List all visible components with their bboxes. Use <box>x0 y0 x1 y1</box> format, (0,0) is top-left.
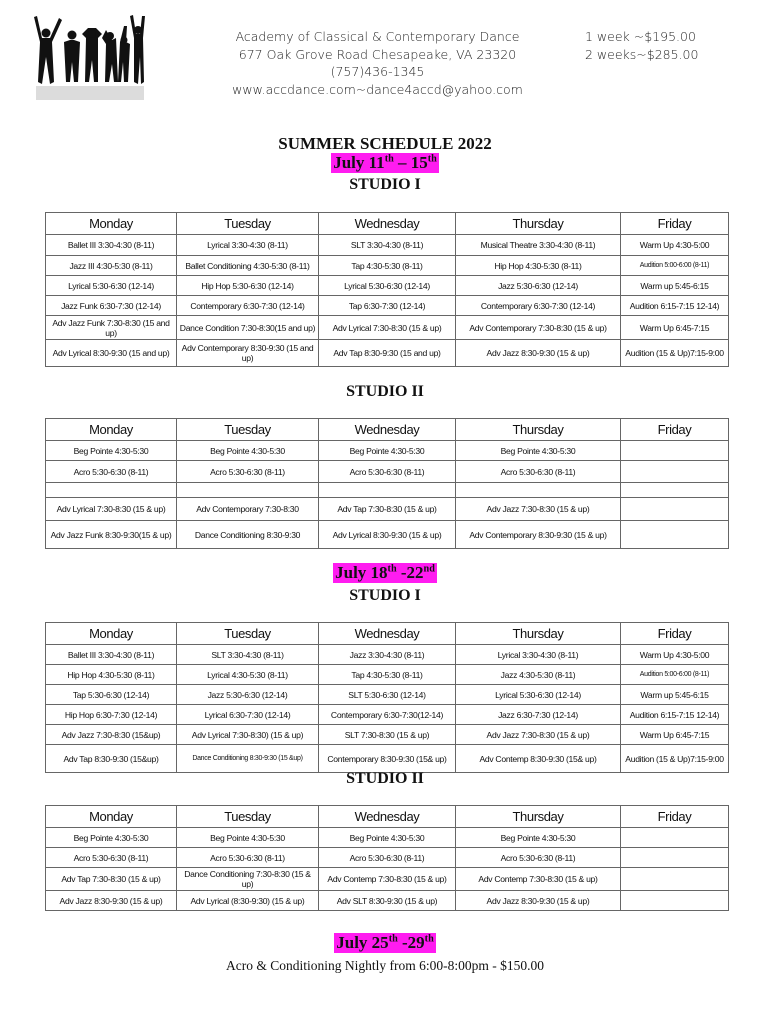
class-cell-thursday: Acro 5:30-6:30 (8-11) <box>456 848 621 868</box>
week-1-studio-1-label: STUDIO I <box>349 176 421 193</box>
class-cell-friday: Warm Up 4:30-5:00 <box>621 645 729 665</box>
class-cell-friday <box>621 483 729 498</box>
class-cell-monday: Adv Tap 7:30-8:30 (15 & up) <box>46 868 177 891</box>
table-row <box>46 483 729 498</box>
class-cell-monday: Jazz III 4:30-5:30 (8-11) <box>46 256 177 276</box>
table-row <box>46 441 729 461</box>
day-header-friday: Friday <box>621 419 729 441</box>
table-row <box>46 891 729 911</box>
table-row <box>46 745 729 773</box>
table-row <box>46 276 729 296</box>
class-cell-friday: Warm Up 6:45-7:15 <box>621 725 729 745</box>
day-header-wednesday: Wednesday <box>319 213 456 235</box>
day-header-monday: Monday <box>46 623 177 645</box>
table-row <box>46 868 729 891</box>
price-two-weeks: 2 weeks~$285.00 <box>585 46 699 62</box>
class-cell-monday: Hip Hop 6:30-7:30 (12-14) <box>46 705 177 725</box>
week-1-dates: July 11th – 15th <box>333 153 437 172</box>
class-cell-friday: Audition (15 & Up)7:15-9:00 <box>621 340 729 367</box>
academy-phone: (757)436-1345 <box>330 64 425 79</box>
class-cell-tuesday: SLT 3:30-4:30 (8-11) <box>177 645 319 665</box>
class-cell-thursday: Jazz 6:30-7:30 (12-14) <box>456 705 621 725</box>
class-cell-wednesday: SLT 3:30-4:30 (8-11) <box>319 235 456 256</box>
day-header-thursday: Thursday <box>456 419 621 441</box>
class-cell-tuesday: Contemporary 6:30-7:30 (12-14) <box>177 296 319 316</box>
table-row <box>46 521 729 549</box>
class-cell-wednesday: Tap 4:30-5:30 (8-11) <box>319 256 456 276</box>
week-2-studio-1-label: STUDIO I <box>349 587 421 604</box>
class-cell-wednesday: Contemporary 6:30-7:30(12-14) <box>319 705 456 725</box>
class-cell-wednesday: Beg Pointe 4:30-5:30 <box>319 828 456 848</box>
class-cell-wednesday: Adv Lyrical 7:30-8:30 (15 & up) <box>319 316 456 340</box>
table-row <box>46 340 729 367</box>
class-cell-friday: Warm Up 4:30-5:00 <box>621 235 729 256</box>
class-cell-wednesday: Adv SLT 8:30-9:30 (15 & up) <box>319 891 456 911</box>
class-cell-tuesday: Adv Contemporary 7:30-8:30 <box>177 498 319 521</box>
class-cell-thursday: Lyrical 5:30-6:30 (12-14) <box>456 685 621 705</box>
class-cell-wednesday: Contemporary 8:30-9:30 (15& up) <box>319 745 456 773</box>
class-cell-friday <box>621 521 729 549</box>
class-cell-monday <box>46 483 177 498</box>
academy-address: 677 Oak Grove Road Chesapeake, VA 23320 <box>238 46 517 62</box>
class-cell-friday: Warm Up 6:45-7:15 <box>621 316 729 340</box>
day-header-monday: Monday <box>46 419 177 441</box>
day-header-thursday: Thursday <box>456 213 621 235</box>
class-cell-monday: Tap 5:30-6:30 (12-14) <box>46 685 177 705</box>
day-header-friday: Friday <box>621 623 729 645</box>
class-cell-monday: Beg Pointe 4:30-5:30 <box>46 441 177 461</box>
class-cell-tuesday: Jazz 5:30-6:30 (12-14) <box>177 685 319 705</box>
class-cell-tuesday: Adv Lyrical 7:30-8:30) (15 & up) <box>177 725 319 745</box>
week-1-studio-2-label: STUDIO II <box>346 383 424 400</box>
class-cell-monday: Adv Jazz Funk 8:30-9:30(15 & up) <box>46 521 177 549</box>
table-header-row <box>46 419 729 441</box>
class-cell-thursday: Adv Jazz 8:30-9:30 (15 & up) <box>456 340 621 367</box>
class-cell-thursday: Beg Pointe 4:30-5:30 <box>456 441 621 461</box>
class-cell-monday: Adv Tap 8:30-9:30 (15&up) <box>46 745 177 773</box>
week-2-dates: July 18th -22nd <box>335 563 435 582</box>
table-row <box>46 296 729 316</box>
week-2-studio-2-table <box>45 805 729 911</box>
class-cell-tuesday: Adv Lyrical (8:30-9:30) (15 & up) <box>177 891 319 911</box>
class-cell-tuesday: Dance Conditioning 7:30-8:30 (15 & up) <box>177 868 319 891</box>
day-header-wednesday: Wednesday <box>319 419 456 441</box>
class-cell-friday <box>621 498 729 521</box>
class-cell-thursday: Beg Pointe 4:30-5:30 <box>456 828 621 848</box>
class-cell-wednesday: Adv Contemp 7:30-8:30 (15 & up) <box>319 868 456 891</box>
table-row <box>46 256 729 276</box>
table-row <box>46 685 729 705</box>
table-header-row <box>46 806 729 828</box>
week-2-studio-1-table <box>45 622 729 773</box>
class-cell-wednesday: SLT 7:30-8:30 (15 & up) <box>319 725 456 745</box>
class-cell-friday <box>621 441 729 461</box>
academy-web-email: www.accdance.com~dance4accd@yahoo.com <box>232 81 523 97</box>
class-cell-tuesday: Lyrical 3:30-4:30 (8-11) <box>177 235 319 256</box>
class-cell-thursday: Jazz 5:30-6:30 (12-14) <box>456 276 621 296</box>
table-row <box>46 235 729 256</box>
class-cell-friday <box>621 848 729 868</box>
class-cell-friday: Audition (15 & Up)7:15-9:00 <box>621 745 729 773</box>
class-cell-thursday: Hip Hop 4:30-5:30 (8-11) <box>456 256 621 276</box>
class-cell-thursday <box>456 483 621 498</box>
class-cell-monday: Hip Hop 4:30-5:30 (8-11) <box>46 665 177 685</box>
class-cell-thursday: Adv Jazz 8:30-9:30 (15 & up) <box>456 891 621 911</box>
academy-info <box>205 28 550 98</box>
day-header-thursday: Thursday <box>456 623 621 645</box>
academy-name: Academy of Classical & Contemporary Dance <box>235 29 520 44</box>
day-header-tuesday: Tuesday <box>177 623 319 645</box>
class-cell-thursday: Adv Contemp 7:30-8:30 (15 & up) <box>456 868 621 891</box>
class-cell-monday: Lyrical 5:30-6:30 (12-14) <box>46 276 177 296</box>
table-row <box>46 665 729 685</box>
class-cell-friday: Warm up 5:45-6:15 <box>621 685 729 705</box>
class-cell-tuesday: Dance Conditioning 8:30-9:30 (15 &up) <box>177 745 319 773</box>
class-cell-wednesday: Acro 5:30-6:30 (8-11) <box>319 461 456 483</box>
class-cell-monday: Acro 5:30-6:30 (8-11) <box>46 848 177 868</box>
table-row <box>46 498 729 521</box>
day-header-monday: Monday <box>46 213 177 235</box>
class-cell-wednesday: Acro 5:30-6:30 (8-11) <box>319 848 456 868</box>
class-cell-thursday: Jazz 4:30-5:30 (8-11) <box>456 665 621 685</box>
class-cell-wednesday: Lyrical 5:30-6:30 (12-14) <box>319 276 456 296</box>
day-header-monday: Monday <box>46 806 177 828</box>
day-header-tuesday: Tuesday <box>177 213 319 235</box>
day-header-wednesday: Wednesday <box>319 623 456 645</box>
class-cell-tuesday: Adv Contemporary 8:30-9:30 (15 and up) <box>177 340 319 367</box>
class-cell-thursday: Adv Jazz 7:30-8:30 (15 & up) <box>456 498 621 521</box>
table-row <box>46 725 729 745</box>
schedule-title: SUMMER SCHEDULE 2022 <box>278 134 492 153</box>
day-header-friday: Friday <box>621 213 729 235</box>
class-cell-wednesday: Tap 6:30-7:30 (12-14) <box>319 296 456 316</box>
week-3-dates: July 25th -29th <box>336 933 434 952</box>
class-cell-friday <box>621 461 729 483</box>
day-header-wednesday: Wednesday <box>319 806 456 828</box>
class-cell-monday: Adv Lyrical 8:30-9:30 (15 and up) <box>46 340 177 367</box>
class-cell-friday: Warm up 5:45-6:15 <box>621 276 729 296</box>
class-cell-tuesday: Dance Condition 7:30-8:30(15 and up) <box>177 316 319 340</box>
table-header-row <box>46 623 729 645</box>
class-cell-monday: Adv Jazz Funk 7:30-8:30 (15 and up) <box>46 316 177 340</box>
class-cell-thursday: Lyrical 3:30-4:30 (8-11) <box>456 645 621 665</box>
class-cell-tuesday <box>177 483 319 498</box>
class-cell-tuesday: Ballet Conditioning 4:30-5:30 (8-11) <box>177 256 319 276</box>
table-row <box>46 848 729 868</box>
class-cell-monday: Acro 5:30-6:30 (8-11) <box>46 461 177 483</box>
class-cell-friday <box>621 828 729 848</box>
class-cell-tuesday: Dance Conditioning 8:30-9:30 <box>177 521 319 549</box>
class-cell-wednesday <box>319 483 456 498</box>
class-cell-wednesday: Tap 4:30-5:30 (8-11) <box>319 665 456 685</box>
class-cell-thursday: Musical Theatre 3:30-4:30 (8-11) <box>456 235 621 256</box>
price-one-week: 1 week ~$195.00 <box>585 29 696 44</box>
dancers-silhouette-logo <box>26 12 146 107</box>
class-cell-friday: Audition 5:00-6:00 (8-11) <box>621 665 729 685</box>
table-row <box>46 645 729 665</box>
day-header-friday: Friday <box>621 806 729 828</box>
class-cell-monday: Jazz Funk 6:30-7:30 (12-14) <box>46 296 177 316</box>
class-cell-thursday: Adv Jazz 7:30-8:30 (15 & up) <box>456 725 621 745</box>
class-cell-thursday: Contemporary 6:30-7:30 (12-14) <box>456 296 621 316</box>
day-header-tuesday: Tuesday <box>177 419 319 441</box>
class-cell-tuesday: Lyrical 6:30-7:30 (12-14) <box>177 705 319 725</box>
class-cell-wednesday: Adv Lyrical 8:30-9:30 (15 & up) <box>319 521 456 549</box>
class-cell-monday: Ballet III 3:30-4:30 (8-11) <box>46 645 177 665</box>
class-cell-friday <box>621 891 729 911</box>
pricing <box>585 28 698 63</box>
day-header-tuesday: Tuesday <box>177 806 319 828</box>
table-row <box>46 461 729 483</box>
class-cell-tuesday: Beg Pointe 4:30-5:30 <box>177 441 319 461</box>
class-cell-thursday: Adv Contemporary 7:30-8:30 (15 & up) <box>456 316 621 340</box>
acro-conditioning-note: Acro & Conditioning Nightly from 6:00-8:00pm - $150.00 <box>226 958 544 973</box>
class-cell-wednesday: Beg Pointe 4:30-5:30 <box>319 441 456 461</box>
class-cell-wednesday: Adv Tap 8:30-9:30 (15 and up) <box>319 340 456 367</box>
table-header-row <box>46 213 729 235</box>
class-cell-tuesday: Acro 5:30-6:30 (8-11) <box>177 461 319 483</box>
class-cell-monday: Ballet III 3:30-4:30 (8-11) <box>46 235 177 256</box>
class-cell-monday: Adv Jazz 7:30-8:30 (15&up) <box>46 725 177 745</box>
week-1-studio-2-table <box>45 418 729 549</box>
class-cell-friday: Audition 5:00-6:00 (8-11) <box>621 256 729 276</box>
week-2-studio-2-label: STUDIO II <box>346 770 424 787</box>
week-1-studio-1-table <box>45 212 729 367</box>
class-cell-friday: Audition 6:15-7:15 12-14) <box>621 296 729 316</box>
class-cell-tuesday: Lyrical 4:30-5:30 (8-11) <box>177 665 319 685</box>
class-cell-monday: Adv Jazz 8:30-9:30 (15 & up) <box>46 891 177 911</box>
class-cell-monday: Beg Pointe 4:30-5:30 <box>46 828 177 848</box>
table-row <box>46 828 729 848</box>
class-cell-friday <box>621 868 729 891</box>
class-cell-wednesday: Jazz 3:30-4:30 (8-11) <box>319 645 456 665</box>
day-header-thursday: Thursday <box>456 806 621 828</box>
class-cell-thursday: Acro 5:30-6:30 (8-11) <box>456 461 621 483</box>
class-cell-thursday: Adv Contemp 8:30-9:30 (15& up) <box>456 745 621 773</box>
class-cell-tuesday: Hip Hop 5:30-6:30 (12-14) <box>177 276 319 296</box>
table-row <box>46 705 729 725</box>
class-cell-tuesday: Acro 5:30-6:30 (8-11) <box>177 848 319 868</box>
class-cell-thursday: Adv Contemporary 8:30-9:30 (15 & up) <box>456 521 621 549</box>
table-row <box>46 316 729 340</box>
class-cell-friday: Audition 6:15-7:15 12-14) <box>621 705 729 725</box>
class-cell-wednesday: SLT 5:30-6:30 (12-14) <box>319 685 456 705</box>
class-cell-tuesday: Beg Pointe 4:30-5:30 <box>177 828 319 848</box>
class-cell-wednesday: Adv Tap 7:30-8:30 (15 & up) <box>319 498 456 521</box>
class-cell-monday: Adv Lyrical 7:30-8:30 (15 & up) <box>46 498 177 521</box>
